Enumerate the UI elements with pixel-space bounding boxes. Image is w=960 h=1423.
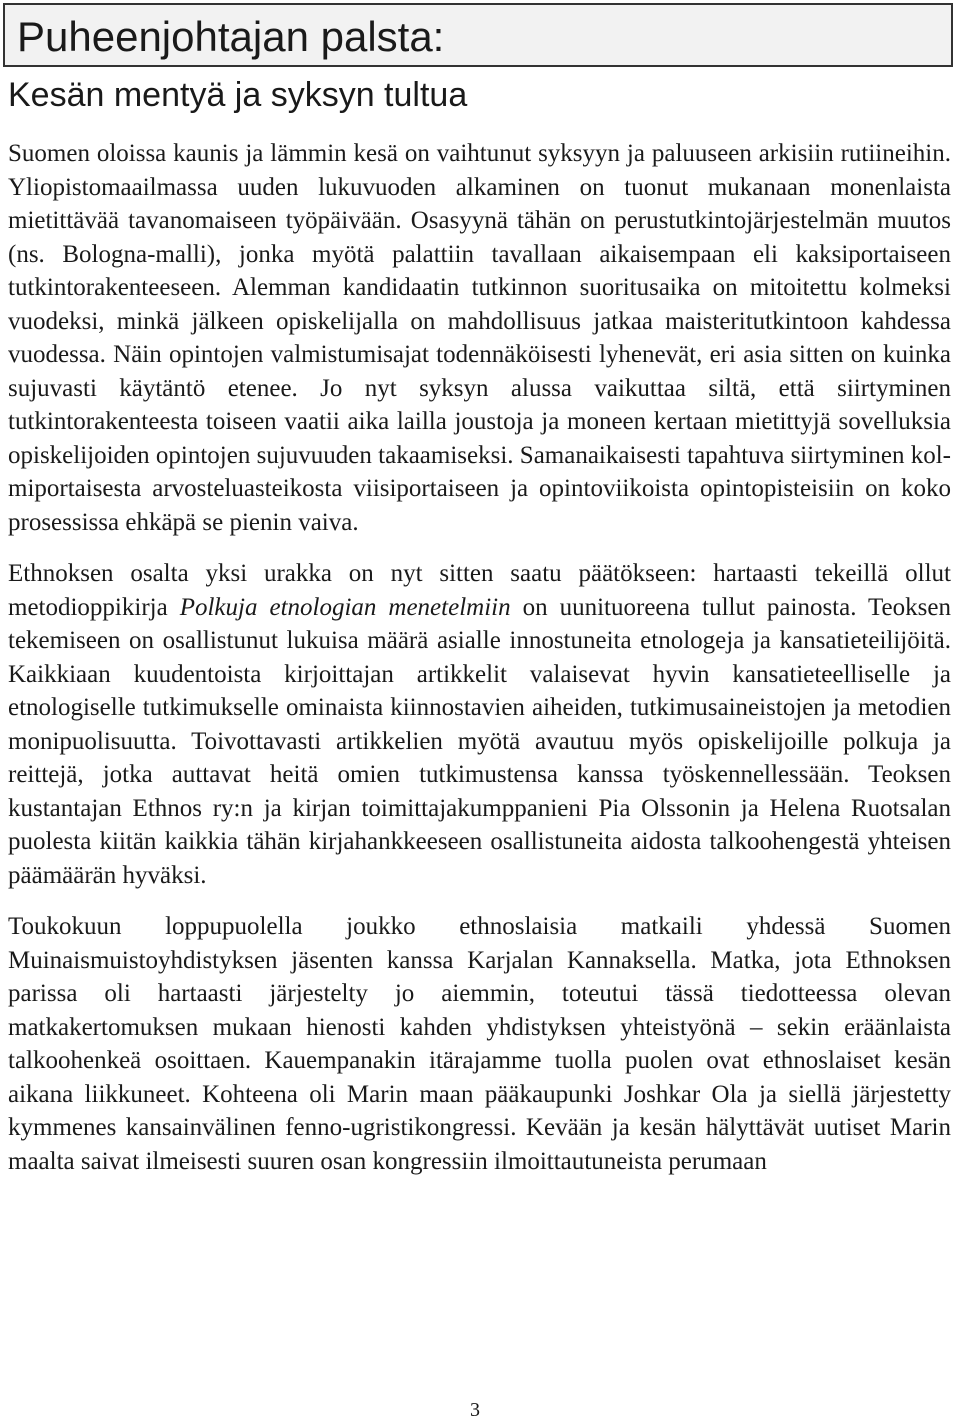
column-title: Puheenjohtajan palsta: (17, 13, 445, 60)
paragraph-3: Toukokuun loppupuolella joukko ethnoslaisia matkaili yhdessä Suomen Muinaismuistoyhdistyksen jäsenten kanssa Karjalan Kannaksella. Matka, jota Ethnoksen parissa oli hartaasti järjestelty jo aiemmin, toteutui tässä tiedotteessa olevan matkakertomuksen mukaan hienosti kahden yhdistyksen yhteistyönä – sekin eräänlaista talkoohenkeä osoittaen. Kauempanakin itärajamme tuolla puolen ovat ethnoslaiset kesän aikana liikkuneet. Kohteena oli Marin maan pääkaupunki Joshkar Ola ja siellä järjestetty kymmenes kansainvälinen fenno-ugristikongressi. Kevään ja kesän hälyttävät uutiset Marin maalta saivat ilmeisesti suuren osan kongressiin ilmoittautuneista perumaan (8, 913, 951, 1175)
article-subtitle: Kesän mentyä ja syksyn tultua (8, 76, 468, 114)
paragraph-2-lead: Ethnoksen osalta yksi urakka on nyt sitten saatu päätökseen: hartaasti tekeillä ollut metodioppikirja (8, 560, 951, 621)
paragraph-2-rest: on uunituoreena tullut painosta. Teoksen tekemiseen on osallistunut lukuisa määrä asialle innostuneita etnologeja ja kansatieteilijöitä. Kaikkiaan kuudentoista kirjoittajan artikkelit valaisevat hyvin kansatieteelliselle ja etnologiselle tutkimukselle ominaista kiinnostavien aiheiden, tutkimusaineistojen ja metodien monipuolisuutta. Toivottavasti artikkelien myötä avautuu myös opiskelijoille polkuja ja reittejä, jotka auttavat heitä omien tutkimustensa kanssa työskennellessään. Teoksen kustantajan Ethnos ry:n ja kirjan toimittajakumppanieni Pia Olssonin ja Helena Ruotsalan puolesta kiitän kaikkia tähän kirjahankkeeseen osallistuneita aidosta talkoohengestä yhteisen päämäärän hyväksi. (8, 593, 951, 889)
article-body (8, 137, 951, 1196)
paragraph-2 (8, 557, 951, 892)
page-number: 3 (470, 1399, 480, 1421)
paragraph-1: Suomen oloissa kaunis ja lämmin kesä on vaihtunut syksyyn ja paluuseen arkisiin rutiineihin. Yliopistomaailmassa uuden lukuvuoden alkaminen on tuonut mukanaan monenlaista mietittävää tavanomaiseen työpäivään. Osasyynä tähän on perustutkintojärjestelmän muutos (ns. Bologna-malli), jonka myötä palattiin tavallaan aikaisempaan eli kaksiportaiseen tutkintorakenteeseen. Alemman kandidaatin tutkinnon suoritusaika on mitoitettu kolmeksi vuodeksi, minkä jälkeen opiskelijalla on mahdollisuus jatkaa maisteritutkintoon kahdessa vuodessa. Näin opintojen valmistumisajat todennäköisesti lyhenevät, eri asia sitten on kuinka sujuvasti käytäntö etenee. Jo nyt syksyn alussa vaikuttaa siltä, että siirtyminen tutkintorakenteesta toiseen vaatii aika lailla joustoja ja moneen kertaan mietittyjä sovelluksia opiskelijoiden opintojen sujuvuuden takaamiseksi. Samanaikaisesti tapahtuva siirtyminen kolmiportaisesta arvosteluasteikosta viisiportaiseen ja opintoviikoista opintopisteisiin on koko prosessissa ehkäpä se pienin vaiva. (8, 140, 951, 536)
book-title: Polkuja etnologian menetelmiin (179, 593, 511, 621)
column-title-box (3, 3, 953, 67)
